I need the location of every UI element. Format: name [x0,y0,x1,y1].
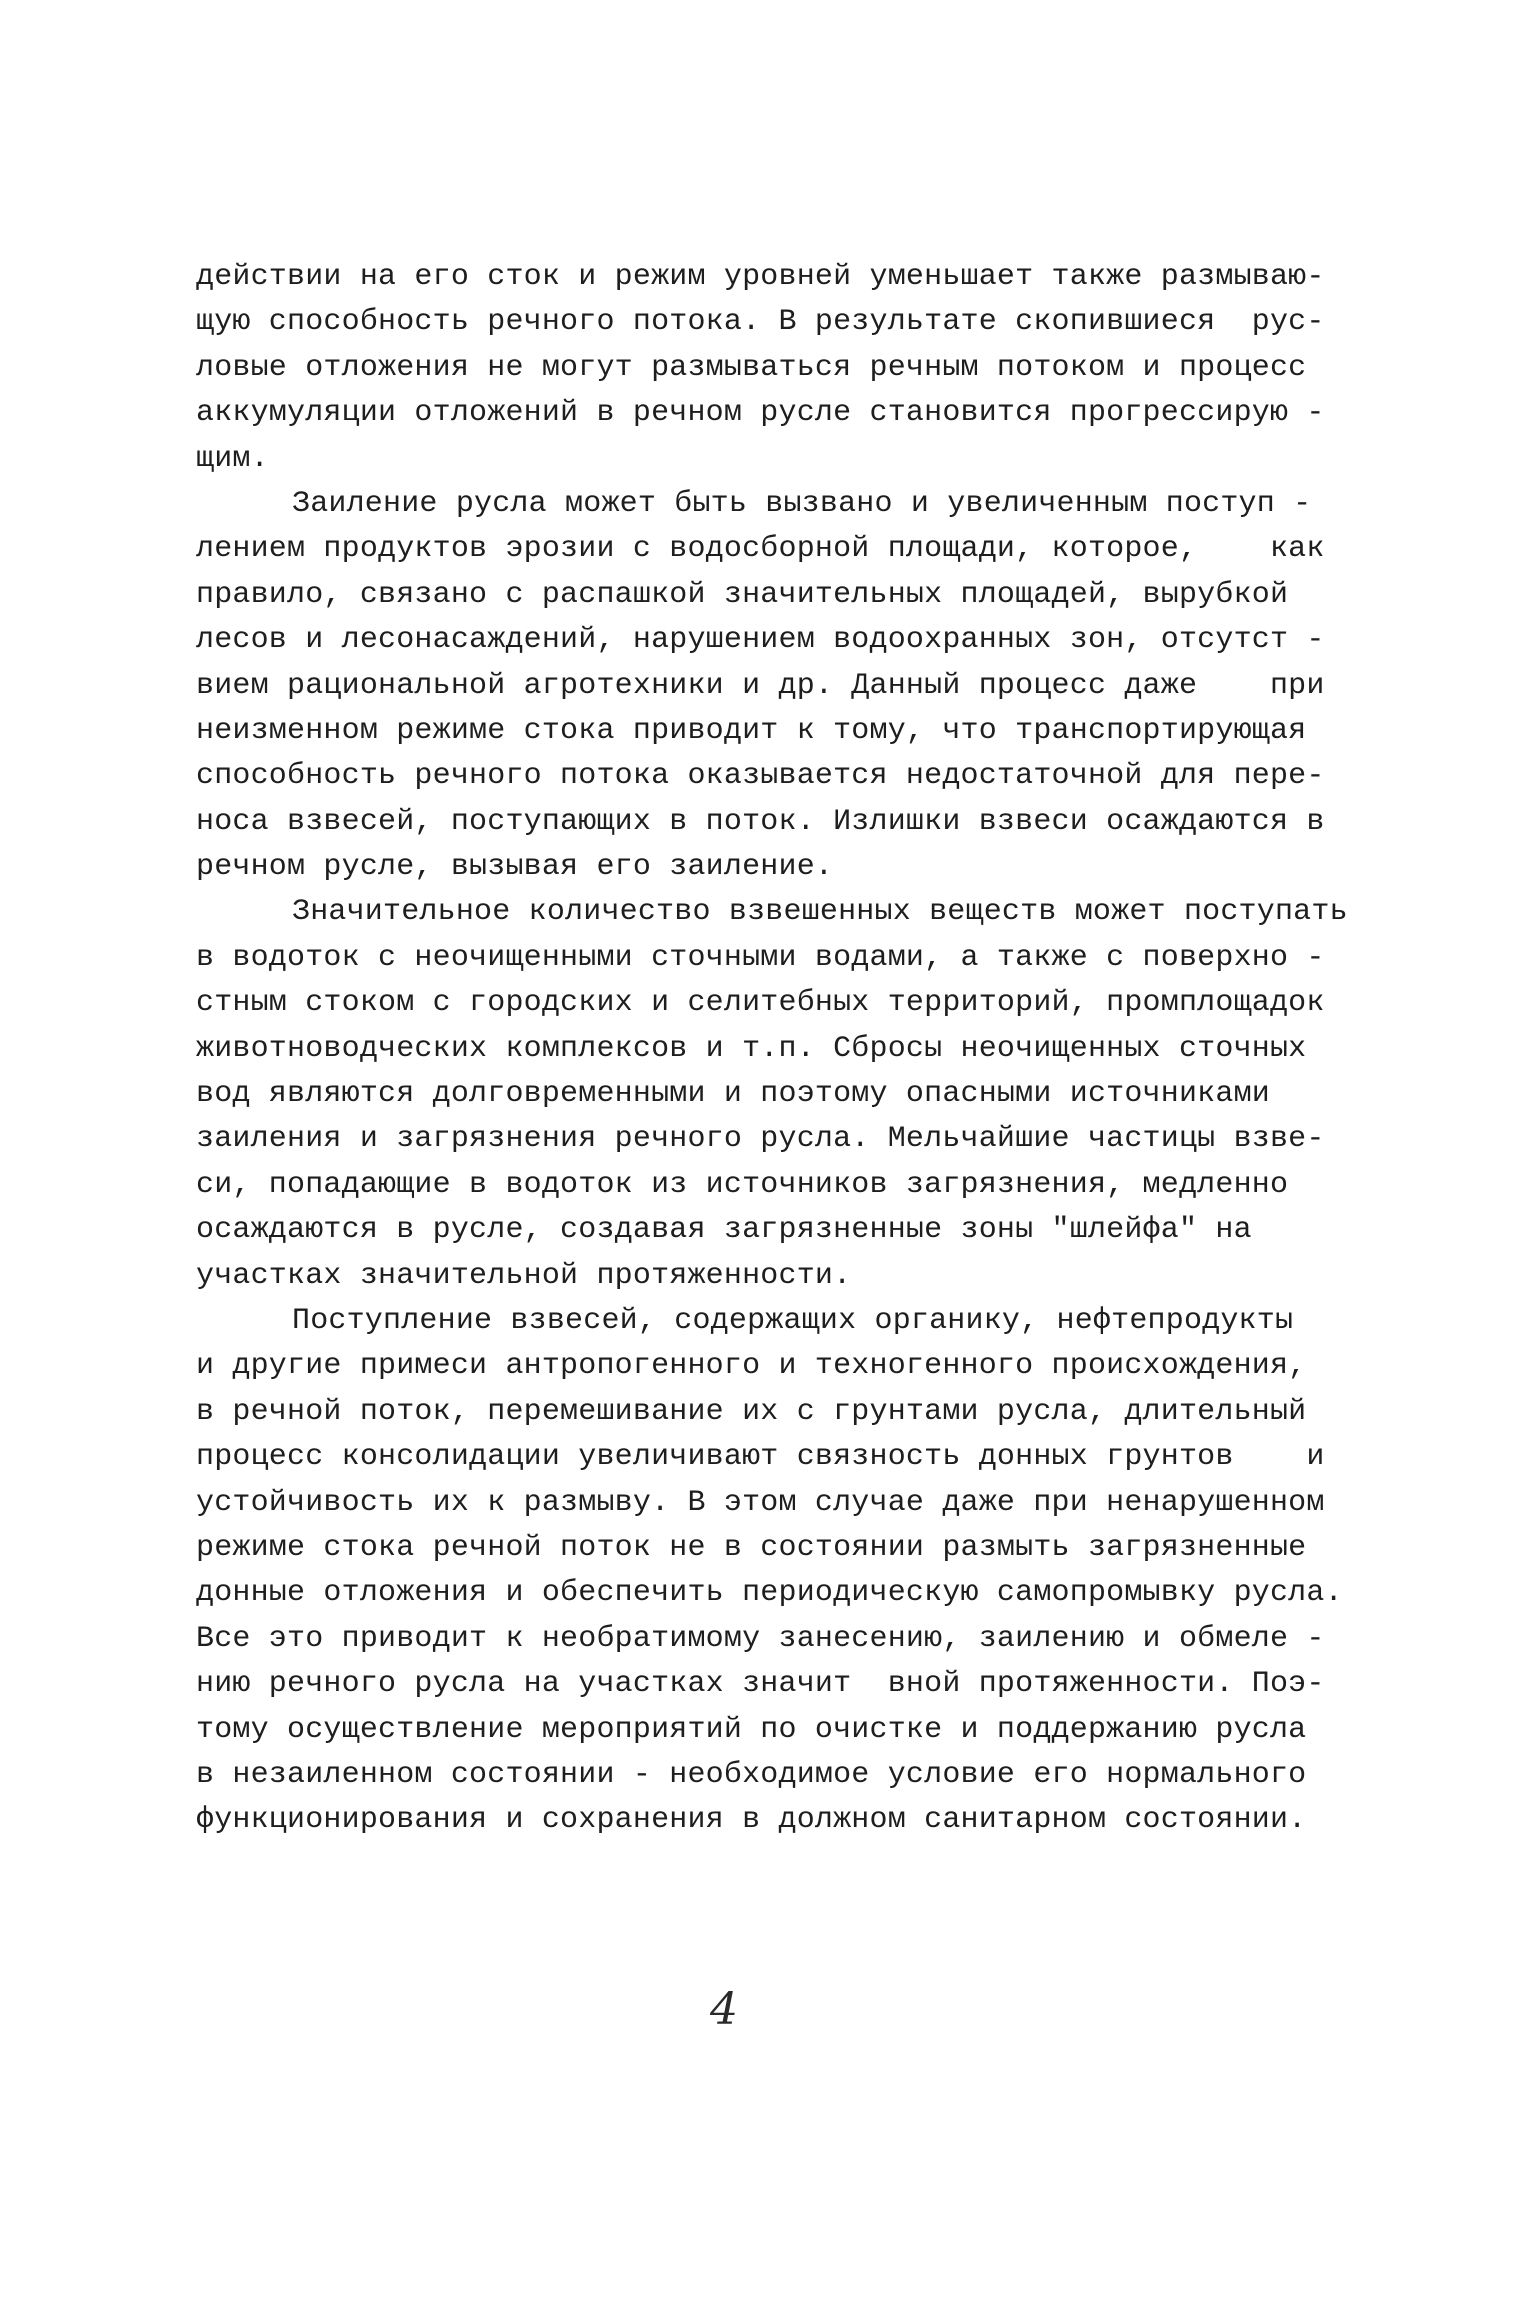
text-line: щим. [196,441,269,476]
text-line: процесс консолидации увеличивают связность донных грунтов и [196,1440,1325,1475]
text-line: заиления и загрязнения речного русла. Мельчайшие частицы взве- [196,1122,1325,1157]
text-line: правило, связано с распашкой значительных площадей, вырубкой [196,577,1289,612]
text-line: в речной поток, перемешивание их с грунтами русла, длительный [196,1394,1307,1429]
text-line: стным стоком с городских и селитебных территорий, промплощадок [196,986,1325,1021]
text-line: способность речного потока оказывается недостаточной для пере- [196,759,1325,794]
text-line: неизменном режиме стока приводит к тому, что транспортирующая [196,713,1307,748]
text-line: в водоток с неочищенными сточными водами, а также с поверхно - [196,940,1325,975]
text-line: речном русле, вызывая его заиление. [196,850,834,885]
text-line: тому осуществление мероприятий по очистке и поддержанию русла [196,1712,1307,1747]
text-line: аккумуляции отложений в речном русле становится прогрессирую - [196,396,1325,431]
text-line: си, попадающие в водоток из источников загрязнения, медленно [196,1167,1289,1202]
page-number: 4 [710,1984,738,2035]
text-line: вод являются долговременными и поэтому опасными источниками [196,1077,1270,1112]
text-line: Значительное количество взвешенных веществ может поступать [292,895,1348,930]
text-line: лесов и лесонасаждений, нарушением водоохранных зон, отсутст - [196,623,1325,658]
text-line: вием рациональной агротехники и др. Данный процесс даже при [196,668,1325,703]
text-line: в незаиленном состоянии - необходимое условие его нормального [196,1757,1307,1792]
text-line: носа взвесей, поступающих в поток. Излишки взвеси осаждаются в [196,804,1325,839]
text-line: функционирования и сохранения в должном санитарном состоянии. [196,1803,1307,1838]
text-line: участках значительной протяженности. [196,1258,852,1293]
text-line: осаждаются в русле, создавая загрязненные зоны "шлейфа" на [196,1213,1252,1248]
text-line: режиме стока речной поток не в состоянии размыть загрязненные [196,1530,1307,1565]
body-text [196,255,1406,1844]
text-line: Все это приводит к необратимому занесению, заилению и обмеле - [196,1621,1325,1656]
text-line: донные отложения и обеспечить периодическую самопромывку русла. [196,1576,1343,1611]
text-line: лением продуктов эрозии с водосборной площади, которое, как [196,532,1325,567]
text-line: Поступление взвесей, содержащих органику, нефтепродукты [292,1303,1294,1338]
text-line: и другие примеси антропогенного и техногенного происхождения, [196,1349,1307,1384]
text-line: животноводческих комплексов и т.п. Сбросы неочищенных сточных [196,1031,1307,1066]
text-line: устойчивость их к размыву. В этом случае даже при ненарушенном [196,1485,1325,1520]
text-line: нию речного русла на участках значит вной протяженности. Поэ- [196,1667,1325,1702]
text-line: действии на его сток и режим уровней уменьшает также размываю- [196,260,1325,294]
text-line: щую способность речного потока. В результате скопившиеся рус- [196,305,1325,340]
text-line: Заиление русла может быть вызвано и увеличенным поступ - [292,486,1312,521]
text-line: ловые отложения не могут размываться речным потоком и процесс [196,350,1307,385]
